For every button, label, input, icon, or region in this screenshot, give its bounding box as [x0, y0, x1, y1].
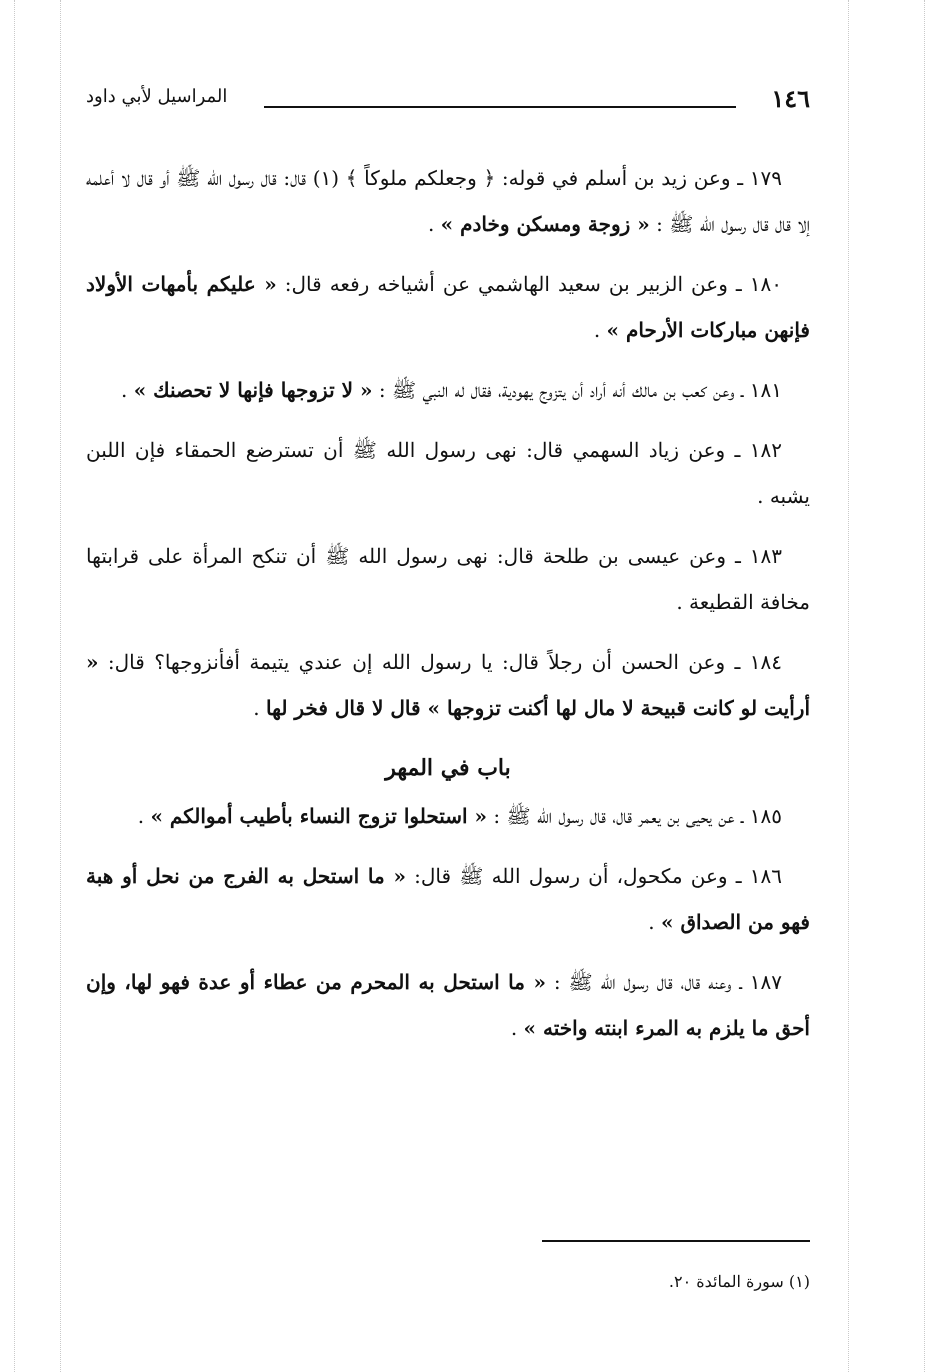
hadith-186: ١٨٦ ـ وعن مكحول، أن رسول الله ﷺ قال: « ما استحل به الفرج من نحل أو هبة فهو من الصداق » .: [86, 864, 810, 934]
footnote-rule: [542, 1240, 810, 1242]
hadith-179: ١٧٩ ـ وعن زيد بن أسلم في قوله: ﴿ وجعلكم ملوكاً ﴾ (١) قال: قال رسول الله ﷺ أو قال لا أعلمه إلا قال قال رسول الله ﷺ : « زوجة ومسكن وخادم » .: [86, 166, 810, 236]
hadith-181: ١٨١ ـ وعن كعب بن مالك أنه أراد أن يتزوج يهودية، فقال له النبي ﷺ : « لا تزوجها فإنها لا تحصنك » .: [120, 378, 782, 402]
quote-text: « ما استحل به المحرم من عطاء أو عدة فهو لها، وإن أحق ما يلزم به المرء ابنته واخته »: [86, 970, 810, 1040]
hadith-185: ١٨٥ ـ عن يحيى بن يعمر قال، قال رسول الله ﷺ : « استحلوا تزوج النساء بأطيب أموالكم » .: [137, 804, 782, 828]
quote-text: « زوجة ومسكن وخادم »: [440, 212, 650, 236]
quote-text: « أرأيت لو كانت قبيحة لا مال لها أكنت تزوجها » قال لا قال فخر لها: [86, 650, 810, 720]
hadith-187: ١٨٧ ـ وعنه قال، قال رسول الله ﷺ : « ما استحل به المحرم من عطاء أو عدة فهو لها، وإن أحق ما يلزم به المرء ابنته واخته » .: [86, 970, 810, 1040]
page-header: [86, 84, 810, 118]
inner-right-guide: [848, 0, 849, 1372]
inner-left-guide: [60, 0, 61, 1372]
header-rule: [264, 106, 736, 108]
left-margin-guide: [14, 0, 15, 1372]
hadith-183: ١٨٣ ـ وعن عيسى بن طلحة قال: نهى رسول الله ﷺ أن تنكح المرأة على قرابتها مخافة القطيعة .: [86, 544, 810, 614]
page-number: ١٤٦: [771, 84, 810, 113]
quote-text: « ما استحل به الفرج من نحل أو هبة فهو من الصداق »: [86, 864, 810, 934]
quote-text: « استحلوا تزوج النساء بأطيب أموالكم »: [150, 804, 488, 828]
running-title: المراسيل لأبي داود: [86, 86, 228, 107]
hadith-184: ١٨٤ ـ وعن الحسن أن رجلاً قال: يا رسول الله إن عندي يتيمة أفأنزوجها؟ قال: « أرأيت لو كانت قبيحة لا مال لها أكنت تزوجها » قال لا قال فخر لها .: [86, 650, 810, 720]
hadith-182: ١٨٢ ـ وعن زياد السهمي قال: نهى رسول الله ﷺ أن تسترضع الحمقاء فإن اللبن يشبه .: [86, 438, 810, 508]
hadith-180: ١٨٠ ـ وعن الزبير بن سعيد الهاشمي عن أشياخه رفعه قال: « عليكم بأمهات الأولاد فإنهن مباركات الأرحام » .: [86, 272, 810, 342]
main-text: [86, 155, 810, 1065]
right-margin-guide: [924, 0, 925, 1372]
section-title: باب في المهر: [385, 755, 511, 781]
quote-text: « عليكم بأمهات الأولاد فإنهن مباركات الأرحام »: [86, 272, 810, 342]
footnote: (١) سورة المائدة ٢٠.: [668, 1272, 810, 1291]
quote-text: « لا تزوجها فإنها لا تحصنك »: [133, 378, 373, 402]
